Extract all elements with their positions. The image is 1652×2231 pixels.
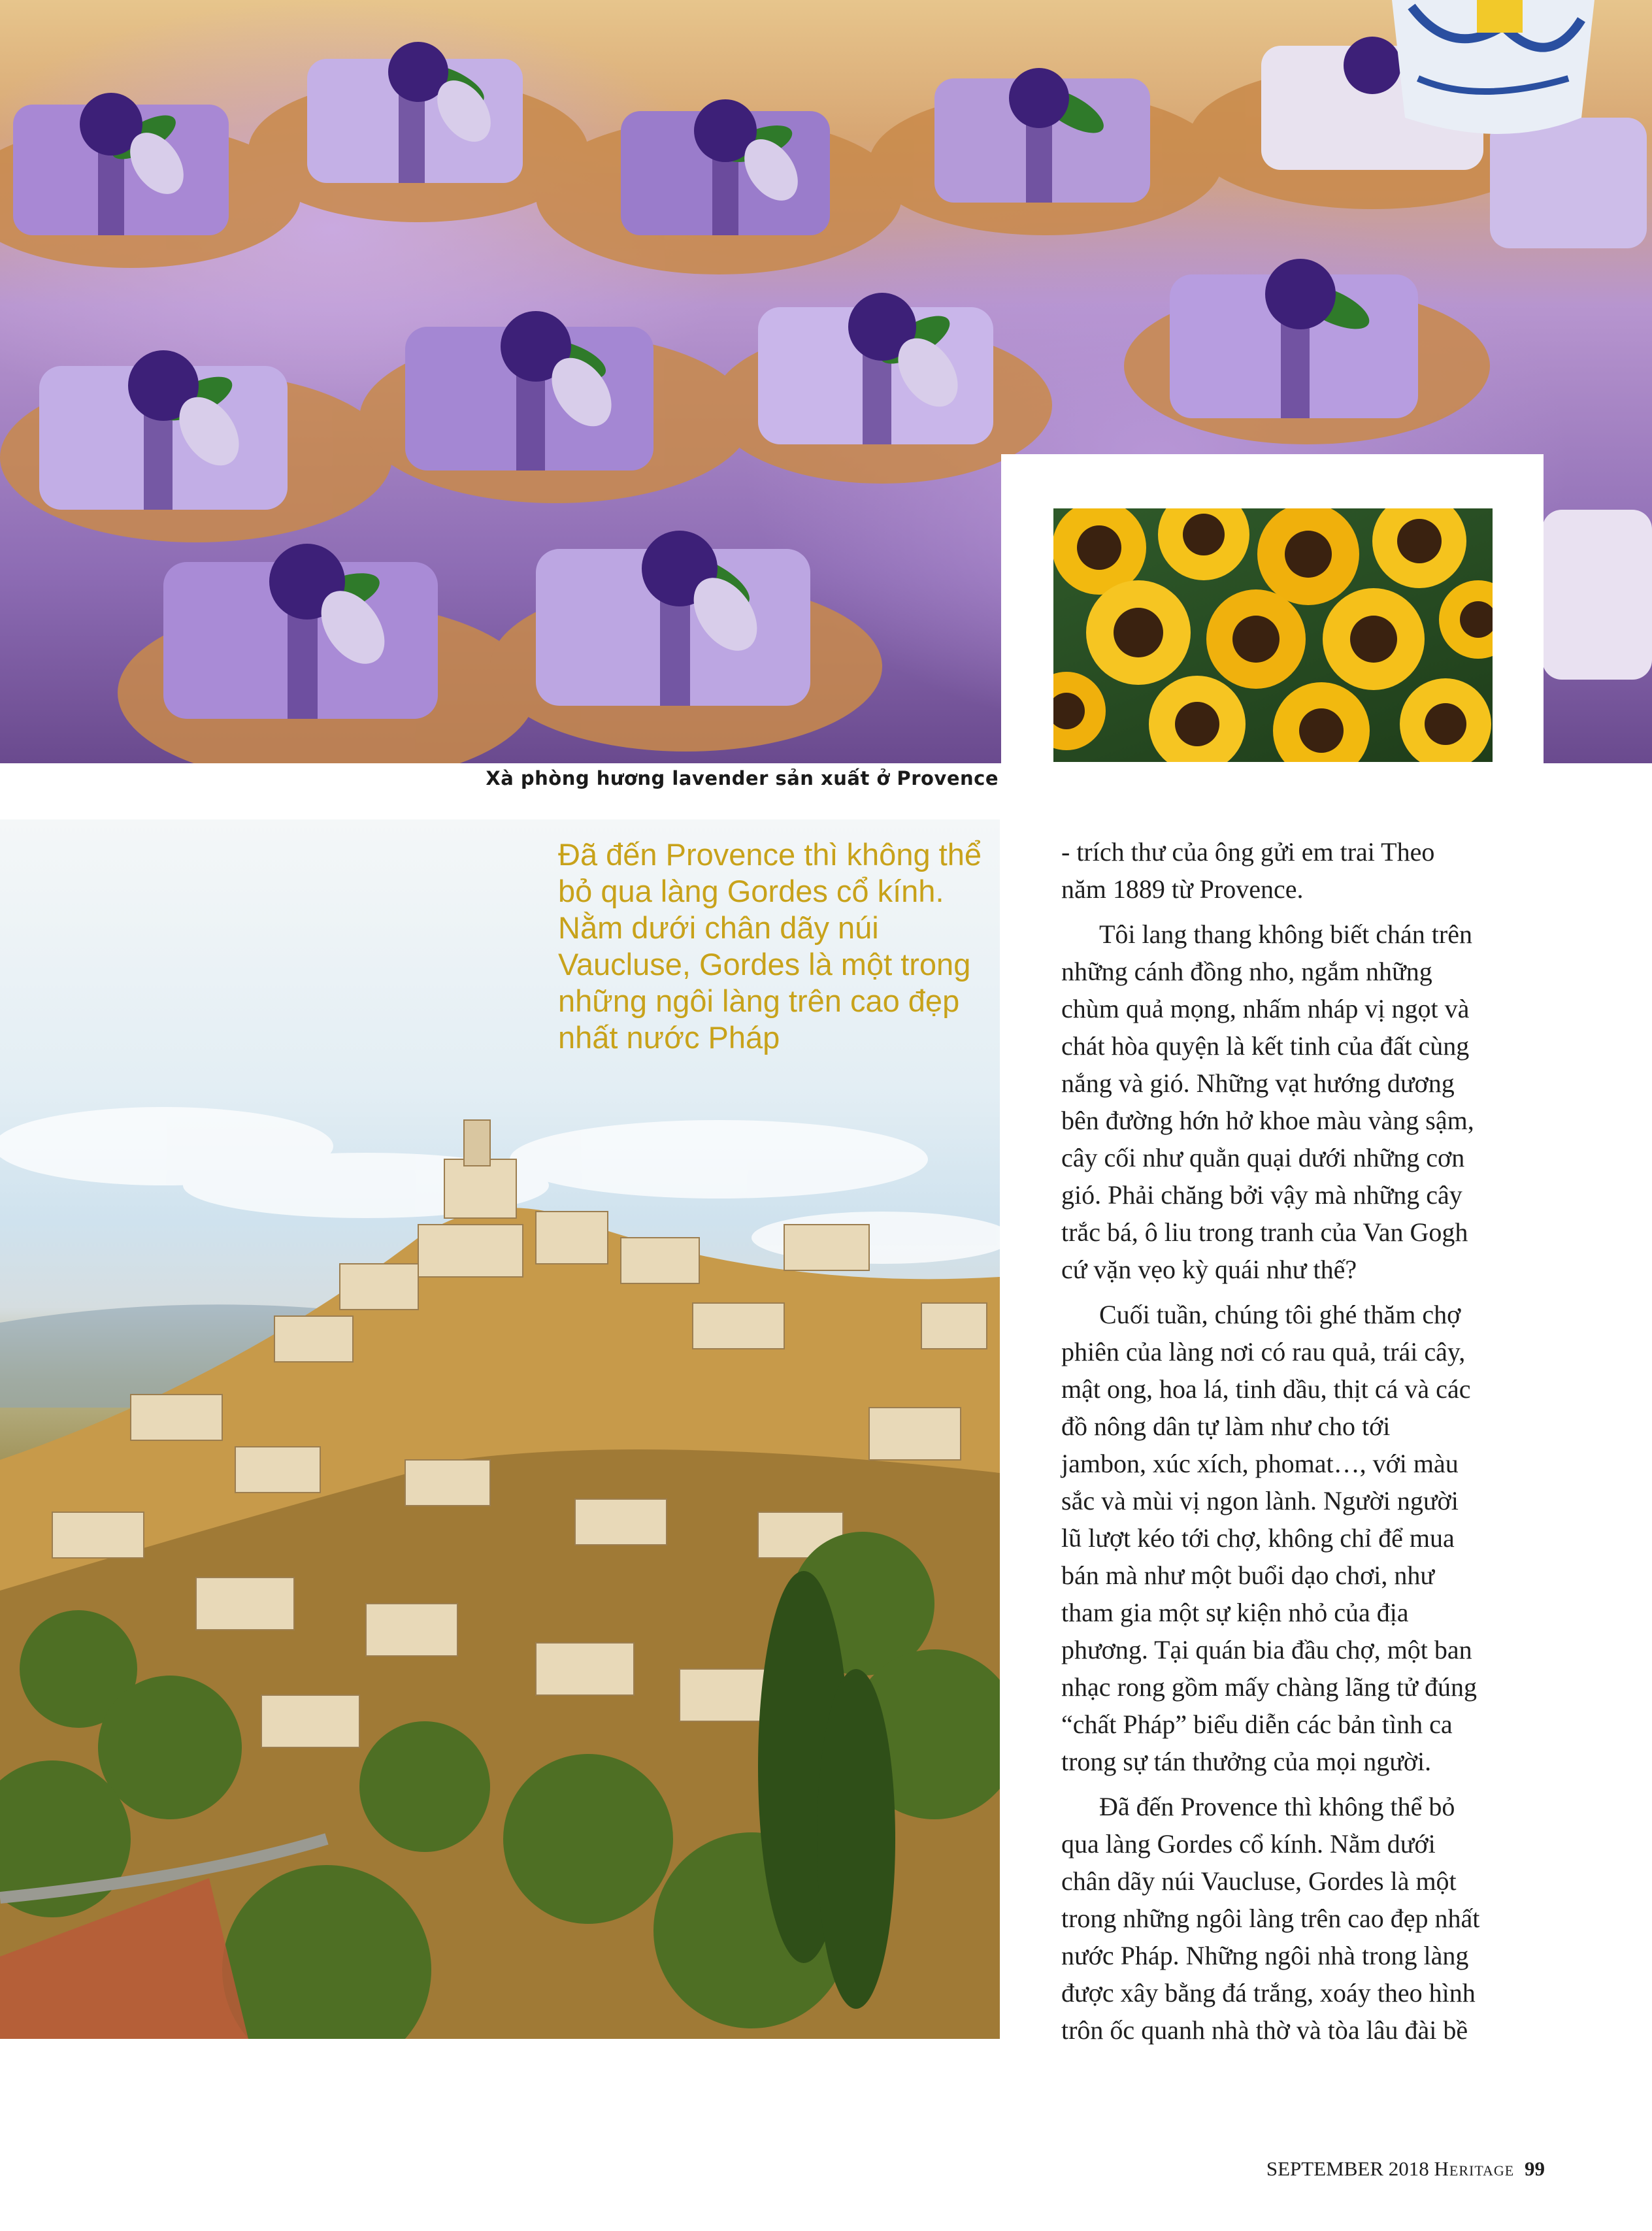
text-line: trong sự tán thưởng của mọi người. bbox=[1061, 1747, 1432, 1776]
page-folio bbox=[1266, 2157, 1545, 2181]
pull-quote: Đã đến Provence thì không thể bỏ qua làng Gordes cổ kính. Nằm dưới chân dãy núi Vaucluse, Gordes là một trong những ngôi làng trên cao đẹp nhất nước Pháp bbox=[558, 837, 982, 1055]
text-line: nước Pháp. Những ngôi nhà trong làng bbox=[1061, 1941, 1469, 1970]
text-line: nắng và gió. Những vạt hướng dương bbox=[1061, 1068, 1455, 1098]
text-line: phiên của làng nơi có rau quả, trái cây, bbox=[1061, 1337, 1466, 1366]
text-line: qua làng Gordes cổ kính. Nằm dưới bbox=[1061, 1829, 1436, 1859]
text-line: tham gia một sự kiện nhỏ của địa bbox=[1061, 1598, 1409, 1627]
text-line: gió. Phải chăng bởi vậy mà những cây bbox=[1061, 1180, 1462, 1210]
page-number: 99 bbox=[1525, 2157, 1545, 2180]
text-line: Tôi lang thang không biết chán trên bbox=[1099, 919, 1472, 949]
photo-caption: Xà phòng hương lavender sản xuất ở Provence bbox=[486, 767, 999, 789]
text-line: phương. Tại quán bia đầu chợ, một ban bbox=[1061, 1635, 1472, 1664]
article-paragraph bbox=[1061, 833, 1506, 908]
text-line: sắc và mùi vị ngon lành. Người người bbox=[1061, 1486, 1459, 1515]
article-paragraph bbox=[1061, 1296, 1506, 1780]
text-line: - trích thư của ông gửi em trai Theo bbox=[1061, 837, 1435, 867]
text-line: Cuối tuần, chúng tôi ghé thăm chợ bbox=[1099, 1300, 1461, 1329]
text-line: nhạc rong gồm mấy chàng lãng tử đúng bbox=[1061, 1672, 1477, 1702]
text-line: trôn ốc quanh nhà thờ và tòa lâu đài bề bbox=[1061, 2015, 1468, 2045]
magazine-name: Heritage bbox=[1434, 2157, 1515, 2180]
text-line: năm 1889 từ Provence. bbox=[1061, 874, 1304, 904]
text-line: bên đường hớn hở khoe màu vàng sậm, bbox=[1061, 1106, 1474, 1135]
text-line: “chất Pháp” biểu diễn các bản tình ca bbox=[1061, 1710, 1453, 1739]
text-line: Đã đến Provence thì không thể bỏ bbox=[1099, 1792, 1455, 1821]
issue-date: SEPTEMBER 2018 bbox=[1266, 2157, 1429, 2180]
text-line: trắc bá, ô liu trong tranh của Van Gogh bbox=[1061, 1217, 1468, 1247]
text-line: jambon, xúc xích, phomat…, với màu bbox=[1061, 1449, 1459, 1478]
article-paragraph bbox=[1061, 1788, 1506, 2049]
text-line: chân dãy núi Vaucluse, Gordes là một bbox=[1061, 1866, 1457, 1896]
text-line: chùm quả mọng, nhấm nháp vị ngọt và bbox=[1061, 994, 1470, 1023]
article-body bbox=[1061, 833, 1506, 2057]
text-line: mật ong, hoa lá, tinh dầu, thịt cá và các bbox=[1061, 1374, 1471, 1404]
text-line: được xây bằng đá trắng, xoáy theo hình bbox=[1061, 1978, 1476, 2008]
sunflower-photo bbox=[1053, 508, 1493, 762]
text-line: đồ nông dân tự làm như cho tới bbox=[1061, 1412, 1391, 1441]
text-line: cây cối như quằn quại dưới những cơn bbox=[1061, 1143, 1465, 1172]
text-line: chát hòa quyện là kết tinh của đất cùng bbox=[1061, 1031, 1470, 1061]
text-line: bán mà như một buổi dạo chơi, như bbox=[1061, 1561, 1435, 1590]
text-line: những cánh đồng nho, ngắm những bbox=[1061, 957, 1432, 986]
text-line: lũ lượt kéo tới chợ, không chỉ để mua bbox=[1061, 1523, 1455, 1553]
text-line: cứ vặn vẹo kỳ quái như thế? bbox=[1061, 1255, 1357, 1284]
text-line: trong những ngôi làng trên cao đẹp nhất bbox=[1061, 1904, 1480, 1933]
sunflower-illustration bbox=[1053, 508, 1493, 762]
article-paragraph bbox=[1061, 916, 1506, 1288]
